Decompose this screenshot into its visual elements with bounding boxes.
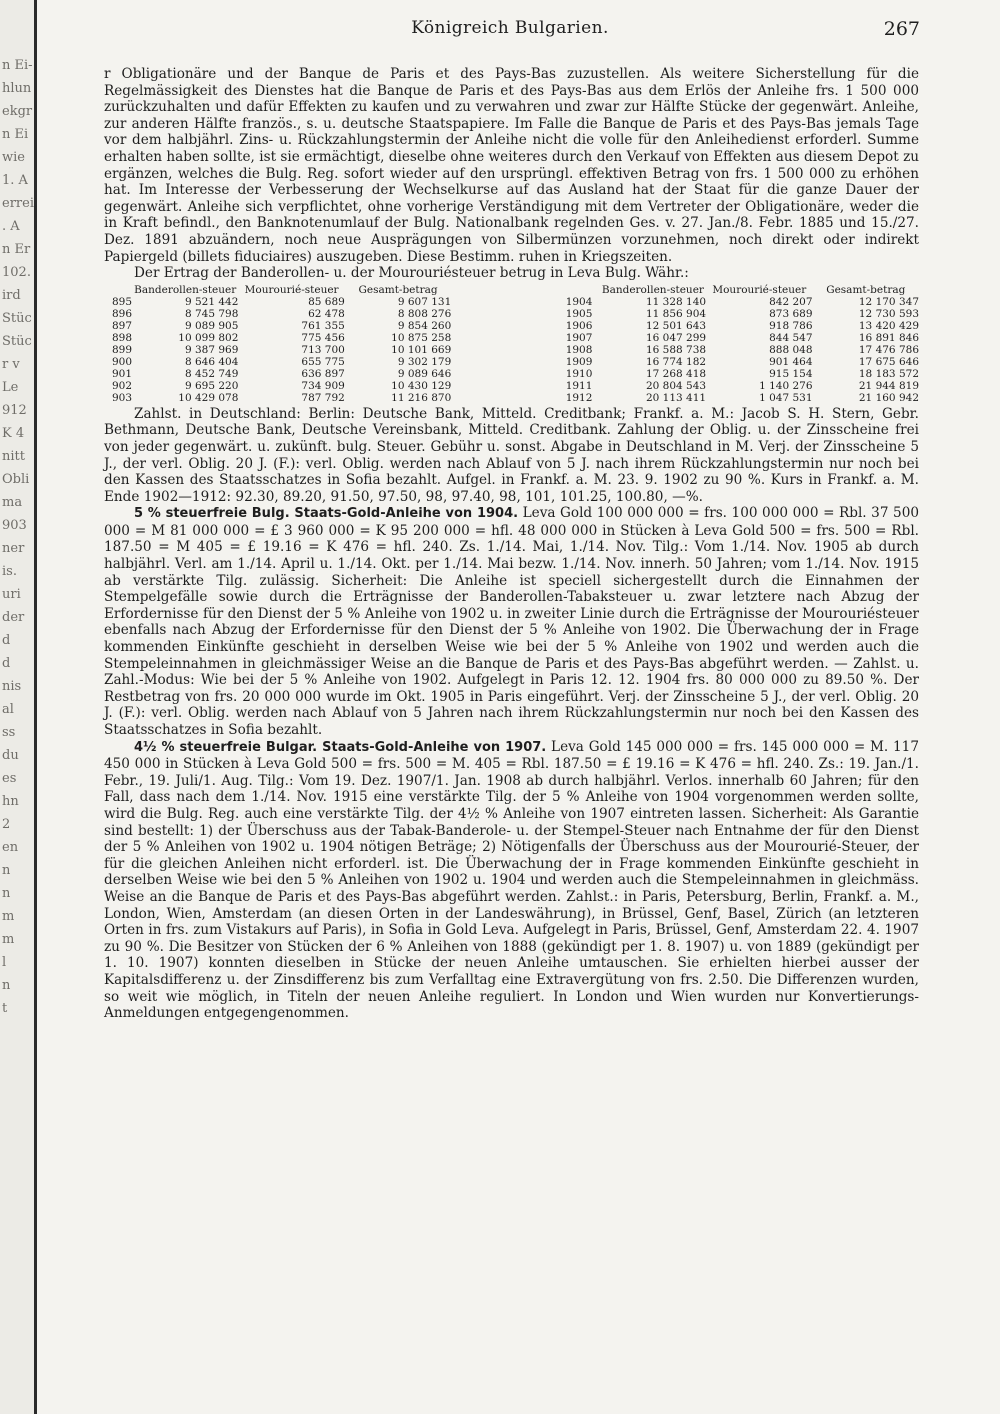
table-row (104, 392, 919, 404)
total-cell: 11 216 870 (391, 391, 452, 404)
section-title-1904: 5 % steuerfreie Bulg. Staats-Gold-Anleihe von 1904. (134, 506, 519, 522)
col-header-banderole: Banderollen-steuer (134, 283, 237, 296)
margin-fragment: ma (2, 495, 23, 510)
margin-fragment: es (2, 771, 17, 786)
mourourie-cell: 775 456 (301, 331, 345, 344)
banderole-cell: 20 113 411 (645, 391, 707, 404)
year-cell: 897 (112, 319, 133, 332)
margin-fragment: r v (2, 357, 20, 372)
table-row (104, 380, 919, 392)
mourourie-cell: 1 047 531 (759, 391, 813, 404)
spacer-cell (451, 308, 557, 320)
margin-fragment: K 4 (2, 426, 25, 441)
year-cell: 1910 (565, 367, 593, 380)
total-cell: 9 089 646 (397, 367, 452, 380)
total-cell: 10 101 669 (391, 343, 452, 356)
mourourie-cell: 761 355 (301, 319, 345, 332)
total-cell: 9 302 179 (397, 355, 452, 368)
banderole-cell: 10 429 078 (178, 391, 239, 404)
margin-fragment: Le (2, 380, 19, 395)
margin-fragment: du (2, 748, 19, 763)
col-header-banderole: Banderollen-steuer (601, 283, 704, 296)
margin-fragment: is. (2, 564, 17, 579)
margin-fragment: d (2, 633, 11, 648)
col-header-total: Gesamt-betrag (826, 283, 906, 296)
margin-fragment: al (2, 702, 14, 717)
spacer-cell (451, 320, 557, 332)
margin-fragment: wie (2, 150, 25, 165)
year-cell: 899 (112, 343, 133, 356)
year-cell: 1904 (565, 295, 593, 308)
spacer-cell (451, 392, 557, 404)
banderole-cell: 16 774 182 (645, 355, 707, 368)
table-row (104, 308, 919, 320)
total-cell: 10 875 258 (391, 331, 452, 344)
margin-fragment: ird (2, 288, 21, 303)
year-cell: 896 (112, 307, 133, 320)
table-header-row (104, 284, 919, 296)
year-cell: 903 (112, 391, 133, 404)
margin-fragment: hn (2, 794, 19, 809)
margin-fragment: uri (2, 587, 21, 602)
total-cell: 21 944 819 (858, 379, 919, 392)
page-body (104, 66, 919, 1022)
table-row (104, 368, 919, 380)
year-cell: 1909 (565, 355, 593, 368)
total-cell: 21 160 942 (858, 391, 919, 404)
margin-fragment: n Er (2, 242, 31, 257)
banderole-cell: 11 856 904 (645, 307, 707, 320)
mourourie-cell: 713 700 (301, 343, 345, 356)
mourourie-cell: 842 207 (769, 295, 813, 308)
margin-fragment: 2 (2, 817, 11, 832)
year-cell: 1912 (565, 391, 593, 404)
total-cell: 17 675 646 (858, 355, 919, 368)
table-row (104, 356, 919, 368)
paragraph-tax-yield-intro: Der Ertrag der Banderollen- u. der Mourouriésteuer betrug in Leva Bulg. Währ.: (134, 265, 689, 282)
mourourie-cell: 888 048 (769, 343, 813, 356)
year-cell: 900 (112, 355, 133, 368)
margin-fragment: l (2, 955, 7, 970)
year-cell: 1907 (565, 331, 593, 344)
margin-fragment: n Ei (2, 127, 29, 142)
margin-fragment: m (2, 909, 15, 924)
banderole-cell: 11 328 140 (645, 295, 707, 308)
total-cell: 10 430 129 (391, 379, 452, 392)
mourourie-cell: 62 478 (308, 307, 345, 320)
margin-fragment: ss (2, 725, 16, 740)
total-cell: 12 170 347 (858, 295, 919, 308)
margin-fragment: n (2, 886, 11, 901)
mourourie-cell: 915 154 (769, 367, 813, 380)
section-loan-1907 (104, 739, 919, 1022)
margin-fragment: der (2, 610, 25, 625)
margin-fragment: . A (2, 219, 20, 234)
banderole-cell: 9 387 969 (184, 343, 239, 356)
page-number: 267 (883, 18, 920, 40)
margin-fragment: 1. A (2, 173, 28, 188)
banderole-cell: 17 268 418 (645, 367, 707, 380)
mourourie-cell: 918 786 (769, 319, 813, 332)
margin-fragment: 912 (2, 403, 27, 418)
year-cell: 898 (112, 331, 133, 344)
adjacent-page-margin (0, 0, 35, 1414)
total-cell: 8 808 276 (397, 307, 452, 320)
margin-fragment: n Ei- (2, 58, 33, 73)
margin-fragment: nitt (2, 449, 25, 464)
banderole-cell: 9 695 220 (184, 379, 239, 392)
mourourie-cell: 844 547 (769, 331, 813, 344)
running-title: Königreich Bulgarien. (411, 18, 609, 38)
total-cell: 9 607 131 (397, 295, 452, 308)
mourourie-cell: 85 689 (308, 295, 345, 308)
mourourie-cell: 636 897 (301, 367, 345, 380)
mourourie-cell: 734 909 (301, 379, 345, 392)
col-header-mourourie: Mourourié-steuer (712, 283, 807, 296)
margin-fragment: errei (2, 196, 34, 211)
margin-fragment: en (2, 840, 19, 855)
margin-fragment: nis (2, 679, 22, 694)
mourourie-cell: 787 792 (301, 391, 345, 404)
year-cell: 902 (112, 379, 133, 392)
mourourie-cell: 873 689 (769, 307, 813, 320)
total-cell: 18 183 572 (858, 367, 919, 380)
banderole-cell: 9 089 905 (184, 319, 239, 332)
spacer-cell (451, 380, 557, 392)
tax-yield-table (104, 284, 919, 404)
margin-fragment: m (2, 932, 15, 947)
year-cell: 895 (112, 295, 133, 308)
margin-fragment: d (2, 656, 11, 671)
mourourie-cell: 901 464 (769, 355, 813, 368)
table-row (104, 332, 919, 344)
binding-gutter (34, 0, 37, 1414)
year-cell: 1905 (565, 307, 593, 320)
section-loan-1904 (104, 505, 919, 738)
margin-fragment: ekgr (2, 104, 33, 119)
margin-fragment: hlun (2, 81, 32, 96)
margin-fragment: ner (2, 541, 25, 556)
year-cell: 901 (112, 367, 133, 380)
paragraph-security-terms: r Obligationäre und der Banque de Paris et des Pays-Bas zuzustellen. Als weitere Sicherstellung für die Regelmässigkeit des Dienstes hat die Banque de Paris et des Pays-Bas aus dem Erlös der Anleihe frs. 1 500 000 zurückzuhalten und dafür Effekten zu kaufen und zu verwahren und zwar zur Hälfte Stücke der gegenwärt. Anleihe, zur anderen Hälfte französ., s. u. deutsche Staatspapiere. Im Falle die Banque de Paris et des Pays-Bas jemals Tage vor dem halbjährl. Zins- u. Rückzahlungstermin der Anleihe nicht die volle für den Anleihedienst erforderl. Summe erhalten haben sollte, ist sie ermächtigt, dieselbe ohne weiteres durch den Verkauf von Effekten aus diesem Depot zu ergänzen, welches die Bulg. Reg. sofort wieder auf den ursprüngl. effektiven Betrag von frs. 1 500 000 zu erhöhen hat. Im Interesse der Verbesserung der Wechselkurse auf das Ausland hat der Staat für die ganze Dauer der gegenwärt. Anleihe sich verpflichtet, ohne vorherige Verständigung mit dem Vertreter der Obligationäre, weder die in Kraft befindl., den Banknotenumlauf der Bulg. Nationalbank regelnden Ges. v. 27. Jan./8. Febr. 1885 und 15./27. Dez. 1891 abzuändern, noch neue Ausprägungen von Silbermünzen vorzunehmen, noch direkt oder indirekt Papiergeld (billets fiduciaires) auszugeben. Diese Bestimm. ruhen in Kriegszeiten. (104, 66, 919, 265)
spacer-cell (451, 368, 557, 380)
banderole-cell: 20 804 543 (645, 379, 707, 392)
total-cell: 16 891 846 (858, 331, 919, 344)
mourourie-cell: 1 140 276 (759, 379, 813, 392)
section-title-1907: 4½ % steuerfreie Bulgar. Staats-Gold-Anleihe von 1907. (134, 739, 547, 755)
total-cell: 9 854 260 (397, 319, 452, 332)
year-cell: 1911 (565, 379, 593, 392)
year-cell: 1908 (565, 343, 593, 356)
banderole-cell: 8 745 798 (184, 307, 239, 320)
table-body (104, 296, 919, 404)
table-row (104, 344, 919, 356)
total-cell: 13 420 429 (858, 319, 919, 332)
margin-fragment: n (2, 863, 11, 878)
margin-fragment: n (2, 978, 11, 993)
col-header-mourourie: Mourourié-steuer (244, 283, 339, 296)
total-cell: 17 476 786 (858, 343, 919, 356)
table-row (104, 296, 919, 308)
col-header-total: Gesamt-betrag (358, 283, 438, 296)
section-text-1907: Leva Gold 145 000 000 = frs. 145 000 000 = M. 117 450 000 in Stücken à Leva Gold 500 = frs. 500 = M. 405 = Rbl. 187.50 = £ 19.16 = K 476 = hfl. 240. Zs.: 19. Jan./1. Febr., 19. Juli/1. Aug. Tilg.: Vom 19. Dez. 1907/1. Jan. 1908 ab durch halbjährl. Verlos. innerhalb 60 Jahren; für den Fall, dass nach dem 1./14. Nov. 1915 eine verstärkte Tilg. der 5 % Anleihe von 1904 vorgenommen werden sollte, wird die Bulg. Reg. auch eine verstärkte Tilg. der 4½ % Anleihe von 1907 eintreten lassen. Sicherheit: Als Garantie sind bestellt: 1) der Überschuss aus der Tabak-Banderole- u. der Stempel-Steuer nach Entnahme der für den Dienst der 5 % Anleihen von 1902 u. 1904 nötigen Beträge; 2) Nötigenfalls der Überschuss aus der Mourourié-Steuer, der für die gleichen Anleihen nicht erforderl. ist. Die Überwachung der in Frage kommenden Einkünfte geschieht in derselben Weise wie bei den 5 % Anleihen von 1902 u. 1904 und werden auch die Stempeleinnahmen in gleichmäss. Weise an die Banque de Paris et des Pays-Bas abgeführt werden. Zahlst.: in Paris, Petersburg, Berlin, Frankf. a. M., London, Wien, Amsterdam (an diesen Orten in der Landeswährung), in Brüssel, Genf, Basel, Zürich (an letzteren Orten in frs. zum Vistakurs auf Paris), in Sofia in Gold Leva. Aufgelegt in Paris, Brüssel, Genf, Amsterdam 22. 4. 1907 zu 90 %. Die Besitzer von Stücken der 6 % Anleihen von 1888 (gekündigt per 1. 8. 1907) u. von 1889 (gekündigt per 1. 10. 1907) konnten dieselben in Stücke der neuen Anleihe umtauschen. Sie erhielten hierbei ausser der Kapitalsdifferenz u. der Zinsdifferenz bis zum Verfalltag eine Extravergütung von frs. 2.50. Die Differenzen wurden, so weit wie möglich, in Titeln der neuen Anleihe reguliert. In London und Wien wurden nur Konvertierungs-Anmeldungen entgegengenommen. (104, 738, 919, 1022)
banderole-cell: 8 452 749 (184, 367, 239, 380)
spacer-cell (451, 296, 557, 308)
banderole-cell: 10 099 802 (178, 331, 239, 344)
table-row (104, 320, 919, 332)
paragraph-paying-agents: Zahlst. in Deutschland: Berlin: Deutsche Bank, Mitteld. Creditbank; Frankf. a. M.: Jacob S. H. Stern, Gebr. Bethmann, Deutsche Bank, Deutsche Vereinsbank, Mitteld. Creditbank. Zahlung der Oblig. u. der Zinsscheine frei von jeder gegenwärt. u. zukünft. bulg. Steuer. Gebühr u. sonst. Abgabe in Deutschland in M. Verj. der Zinsscheine 5 J., der verl. Oblig. 20 J. (F.): verl. Oblig. werden nach Ablauf von 5 J. nach ihrem Rückzahlungstermin nur noch bei den Kassen des Staatsschatzes in Sofia bezahlt. Aufgel. in Frankf. a. M. 23. 9. 1902 zu 90 %. Kurs in Frankf. a. M. Ende 1902—1912: 92.30, 89.20, 91.50, 97.50, 98, 97.40, 98, 101, 101.25, 100.80, —%. (104, 405, 919, 505)
banderole-cell: 16 047 299 (645, 331, 707, 344)
banderole-cell: 12 501 643 (645, 319, 707, 332)
mourourie-cell: 655 775 (301, 355, 345, 368)
total-cell: 12 730 593 (858, 307, 919, 320)
spacer-cell (451, 356, 557, 368)
section-text-1904: Leva Gold 100 000 000 = frs. 100 000 000 = Rbl. 37 500 000 = M 81 000 000 = £ 3 960 000 = K 95 200 000 = hfl. 48 000 000 in Stücken à Leva Gold 500 = frs. 500 = Rbl. 187.50 = M 405 = £ 19.16 = K 476 = hfl. 240. Zs. 1./14. Mai, 1./14. Nov. Tilg.: Vom 1./14. Nov. 1905 ab durch halbjährl. Verl. am 1./14. April u. 1./14. Okt. per 1./14. Mai bezw. 1./14. Nov. innerh. 50 Jahren; vom 1./14. Nov. 1915 ab verstärkte Tilg. zulässig. Sicherheit: Die Anleihe ist speciell sichergestellt durch die Einnahmen der Stempelgefälle sowie durch die Erträgnisse der Banderollen-Tabaksteuer u. zwar letztere nach Abzug der Erfordernisse für den Dienst der 5 % Anleihe von 1902 u. in zweiter Linie durch die Erträgnisse der Mourouriésteuer ebenfalls nach Abzug der Erfordernisse für den Dienst der 5 % Anleihe von 1902. Die Überwachung der in Frage kommenden Einkünfte geschieht in derselben Weise wie bei der 5 % Anleihe von 1902 und werden auch die Stempeleinnahmen in gleichmässiger Weise an die Banque de Paris et des Pays-Bas abgeführt werden. — Zahlst. u. Zahl.-Modus: Wie bei der 5 % Anleihe von 1902. Aufgelegt in Paris 12. 12. 1904 frs. 80 000 000 zu 89.50 %. Der Restbetrag von frs. 20 000 000 wurde im Okt. 1905 in Paris eingeführt. Verj. der Zinsscheine 5 J., der verl. Oblig. 20 J. (F.): verl. Oblig. werden nach Ablauf von 5 Jahren nach ihrem Rückzahlungstermin nur noch bei den Kassen des Staatsschatzes in Sofia bezahlt. (104, 505, 919, 738)
margin-fragment: Stüc (2, 334, 32, 349)
spacer-cell (451, 332, 557, 344)
margin-fragment: Stüc (2, 311, 32, 326)
banderole-cell: 9 521 442 (184, 295, 239, 308)
spacer-cell (451, 344, 557, 356)
margin-fragment: t (2, 1001, 8, 1016)
banderole-cell: 8 646 404 (184, 355, 239, 368)
page-header (100, 18, 920, 46)
banderole-cell: 16 588 738 (645, 343, 707, 356)
year-cell: 1906 (565, 319, 593, 332)
margin-fragment: Obli (2, 472, 30, 487)
margin-fragment: 102. (2, 265, 31, 280)
margin-fragment: 903 (2, 518, 27, 533)
